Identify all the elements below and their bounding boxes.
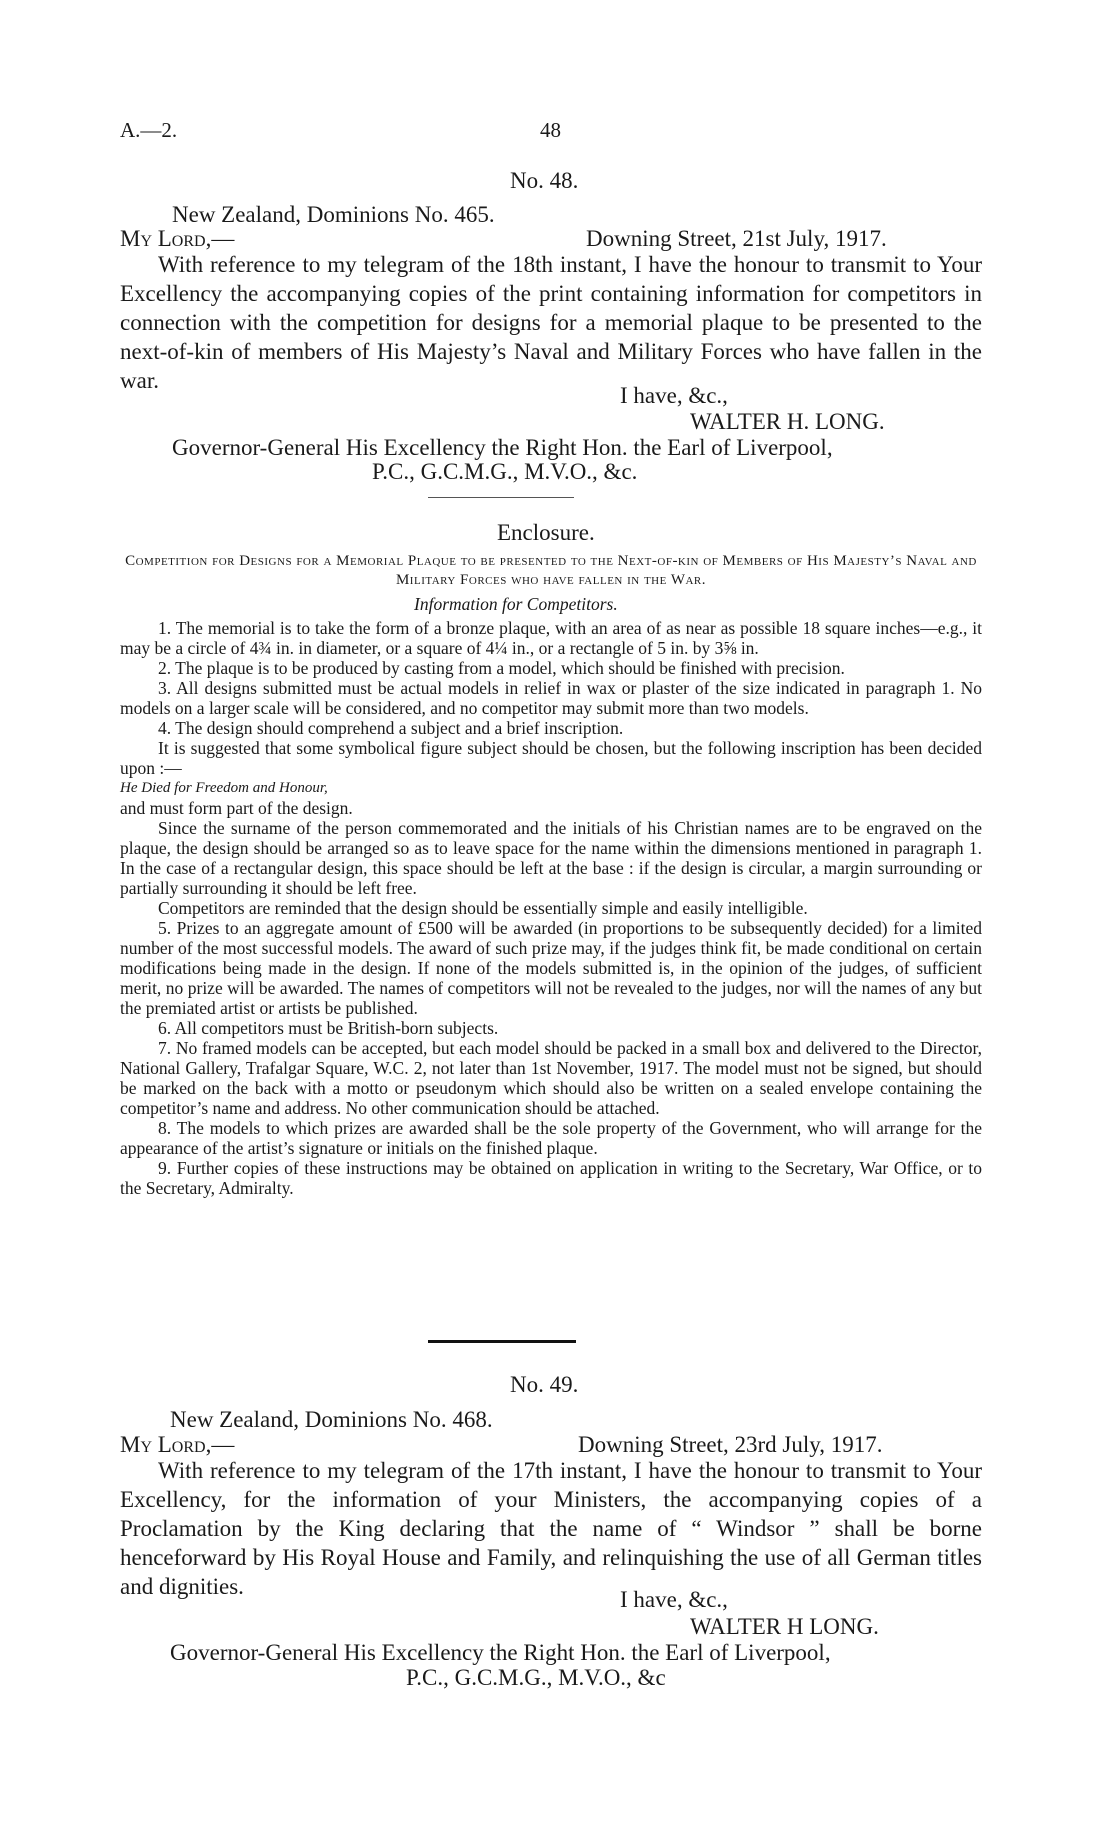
letter-49-closing: I have, &c., [620,1587,728,1612]
letter-48-addressee-line-2: P.C., G.C.M.G., M.V.O., &c. [372,459,638,484]
letter-48-number: No. 48. [510,168,579,193]
paragraph-7: 7. No framed models can be accepted, but each model should be packed in a small box and delivered to the Director, National Gallery, Trafalgar Square, W.C. 2, not later than 1st November, 1917. The model must not be signed, but should be marked on the back with a motto or pseudonym which should also be written on a sealed envelope containing the competitor’s name and address. No other communication should be attached. [120,1038,982,1118]
letter-48-date: Downing Street, 21st July, 1917. [586,226,887,251]
letter-49-dominion-line: New Zealand, Dominions No. 468. [170,1407,493,1432]
letter-49-signature: WALTER H LONG. [690,1614,879,1639]
letter-48-salutation: My Lord,— [120,226,235,251]
section-divider [428,497,574,498]
paragraph-4d: Since the surname of the person commemorated and the initials of his Christian names are to be engraved on the plaque, the design should be arranged so as to leave space for the name within the dimensions mentioned in paragraph 1. In the case of a rectangular design, this space should be left at the base : if the design is circular, a margin surrounding or partially surrounding it should be left free. [120,818,982,898]
paragraph-1: 1. The memorial is to take the form of a bronze plaque, with an area of as near as possible 18 square inches—e.g., it may be a circle of 4¾ in. in diameter, or a square of 4¼ in., or a rectangle of 5 in. by 3⅝ in. [120,618,982,658]
paragraph-4c: and must form part of the design. [120,798,353,818]
letter-49-date: Downing Street, 23rd July, 1917. [578,1432,883,1457]
inscription: He Died for Freedom and Honour, [120,780,328,796]
enclosure-title: Enclosure. [497,520,595,545]
paragraph-8: 8. The models to which prizes are awarded shall be the sole property of the Government, who will arrange for the appearance of the artist’s signature or initials on the finished plaque. [120,1118,982,1158]
letter-48-closing: I have, &c., [620,383,728,408]
paragraph-4b: It is suggested that some symbolical figure subject should be chosen, but the following inscription has been decided upon :— [120,738,982,778]
page-number: 48 [540,118,561,142]
parliamentary-reference: A.—2. [120,118,178,142]
letter-49-body-text: With reference to my telegram of the 17th instant, I have the honour to transmit to Your Excellency, for the information of your Ministers, the accompanying copies of a Proclamation by the King declaring that the name of “ Windsor ” shall be borne henceforward by His Royal House and Family, and relinquishing the use of all German titles and dignities. [120,1458,982,1599]
letter-48-addressee-line-1: Governor-General His Excellency the Right Hon. the Earl of Liverpool, [172,435,833,460]
paragraph-4a: 4. The design should comprehend a subject and a brief inscription. [158,718,624,738]
paragraph-6: 6. All competitors must be British-born subjects. [158,1018,499,1038]
letter-49-number: No. 49. [510,1372,579,1397]
enclosure-paragraphs [120,618,982,1198]
letter-49-body [120,1456,982,1601]
paragraph-9: 9. Further copies of these instructions may be obtained on application in writing to the Secretary, War Office, or to the Secretary, Admiralty. [120,1158,982,1198]
paragraph-3: 3. All designs submitted must be actual models in relief in wax or plaster of the size indicated in paragraph 1. No models on a larger scale will be considered, and no competitor may submit more than two models. [120,678,982,718]
paragraph-4e: Competitors are reminded that the design should be essentially simple and easily intelligible. [158,898,808,918]
letter-48-signature: WALTER H. LONG. [690,409,885,434]
letter-49-salutation: My Lord,— [120,1432,235,1457]
paragraph-5: 5. Prizes to an aggregate amount of £500 will be awarded (in proportions to be subsequently decided) for a limited number of the most successful models. The award of such prize may, if the judges think fit, be made conditional on certain modifications being made in the design. If none of the models submitted is, in the opinion of the judges, of sufficient merit, no prize will be awarded. The names of competitors will not be revealed to the judges, nor will the names of any but the premiated artist or artists be published. [120,918,982,1018]
letter-49-addressee-line-1: Governor-General His Excellency the Right Hon. the Earl of Liverpool, [170,1640,831,1665]
letter-49-addressee-line-2: P.C., G.C.M.G., M.V.O., &c [406,1665,666,1690]
letter-48-dominion-line: New Zealand, Dominions No. 465. [172,202,495,227]
letter-48-body [120,250,982,395]
letter-48-body-text: With reference to my telegram of the 18th instant, I have the honour to transmit to Your Excellency the accompanying copies of the print containing information for competitors in connection with the competition for designs for a memorial plaque to be presented to the next-of-kin of members of His Majesty’s Naval and Military Forces who have fallen in the war. [120,252,982,393]
enclosure-subheading: Information for Competitors. [414,594,618,614]
letter-divider [428,1340,576,1343]
paragraph-2: 2. The plaque is to be produced by casting from a model, which should be finished with precision. [158,658,845,678]
enclosure-heading: Competition for Designs for a Memorial Plaque to be presented to the Next-of-kin of Members of His Majesty’s Naval and Military Forces who have fallen in the War. [125,553,977,588]
